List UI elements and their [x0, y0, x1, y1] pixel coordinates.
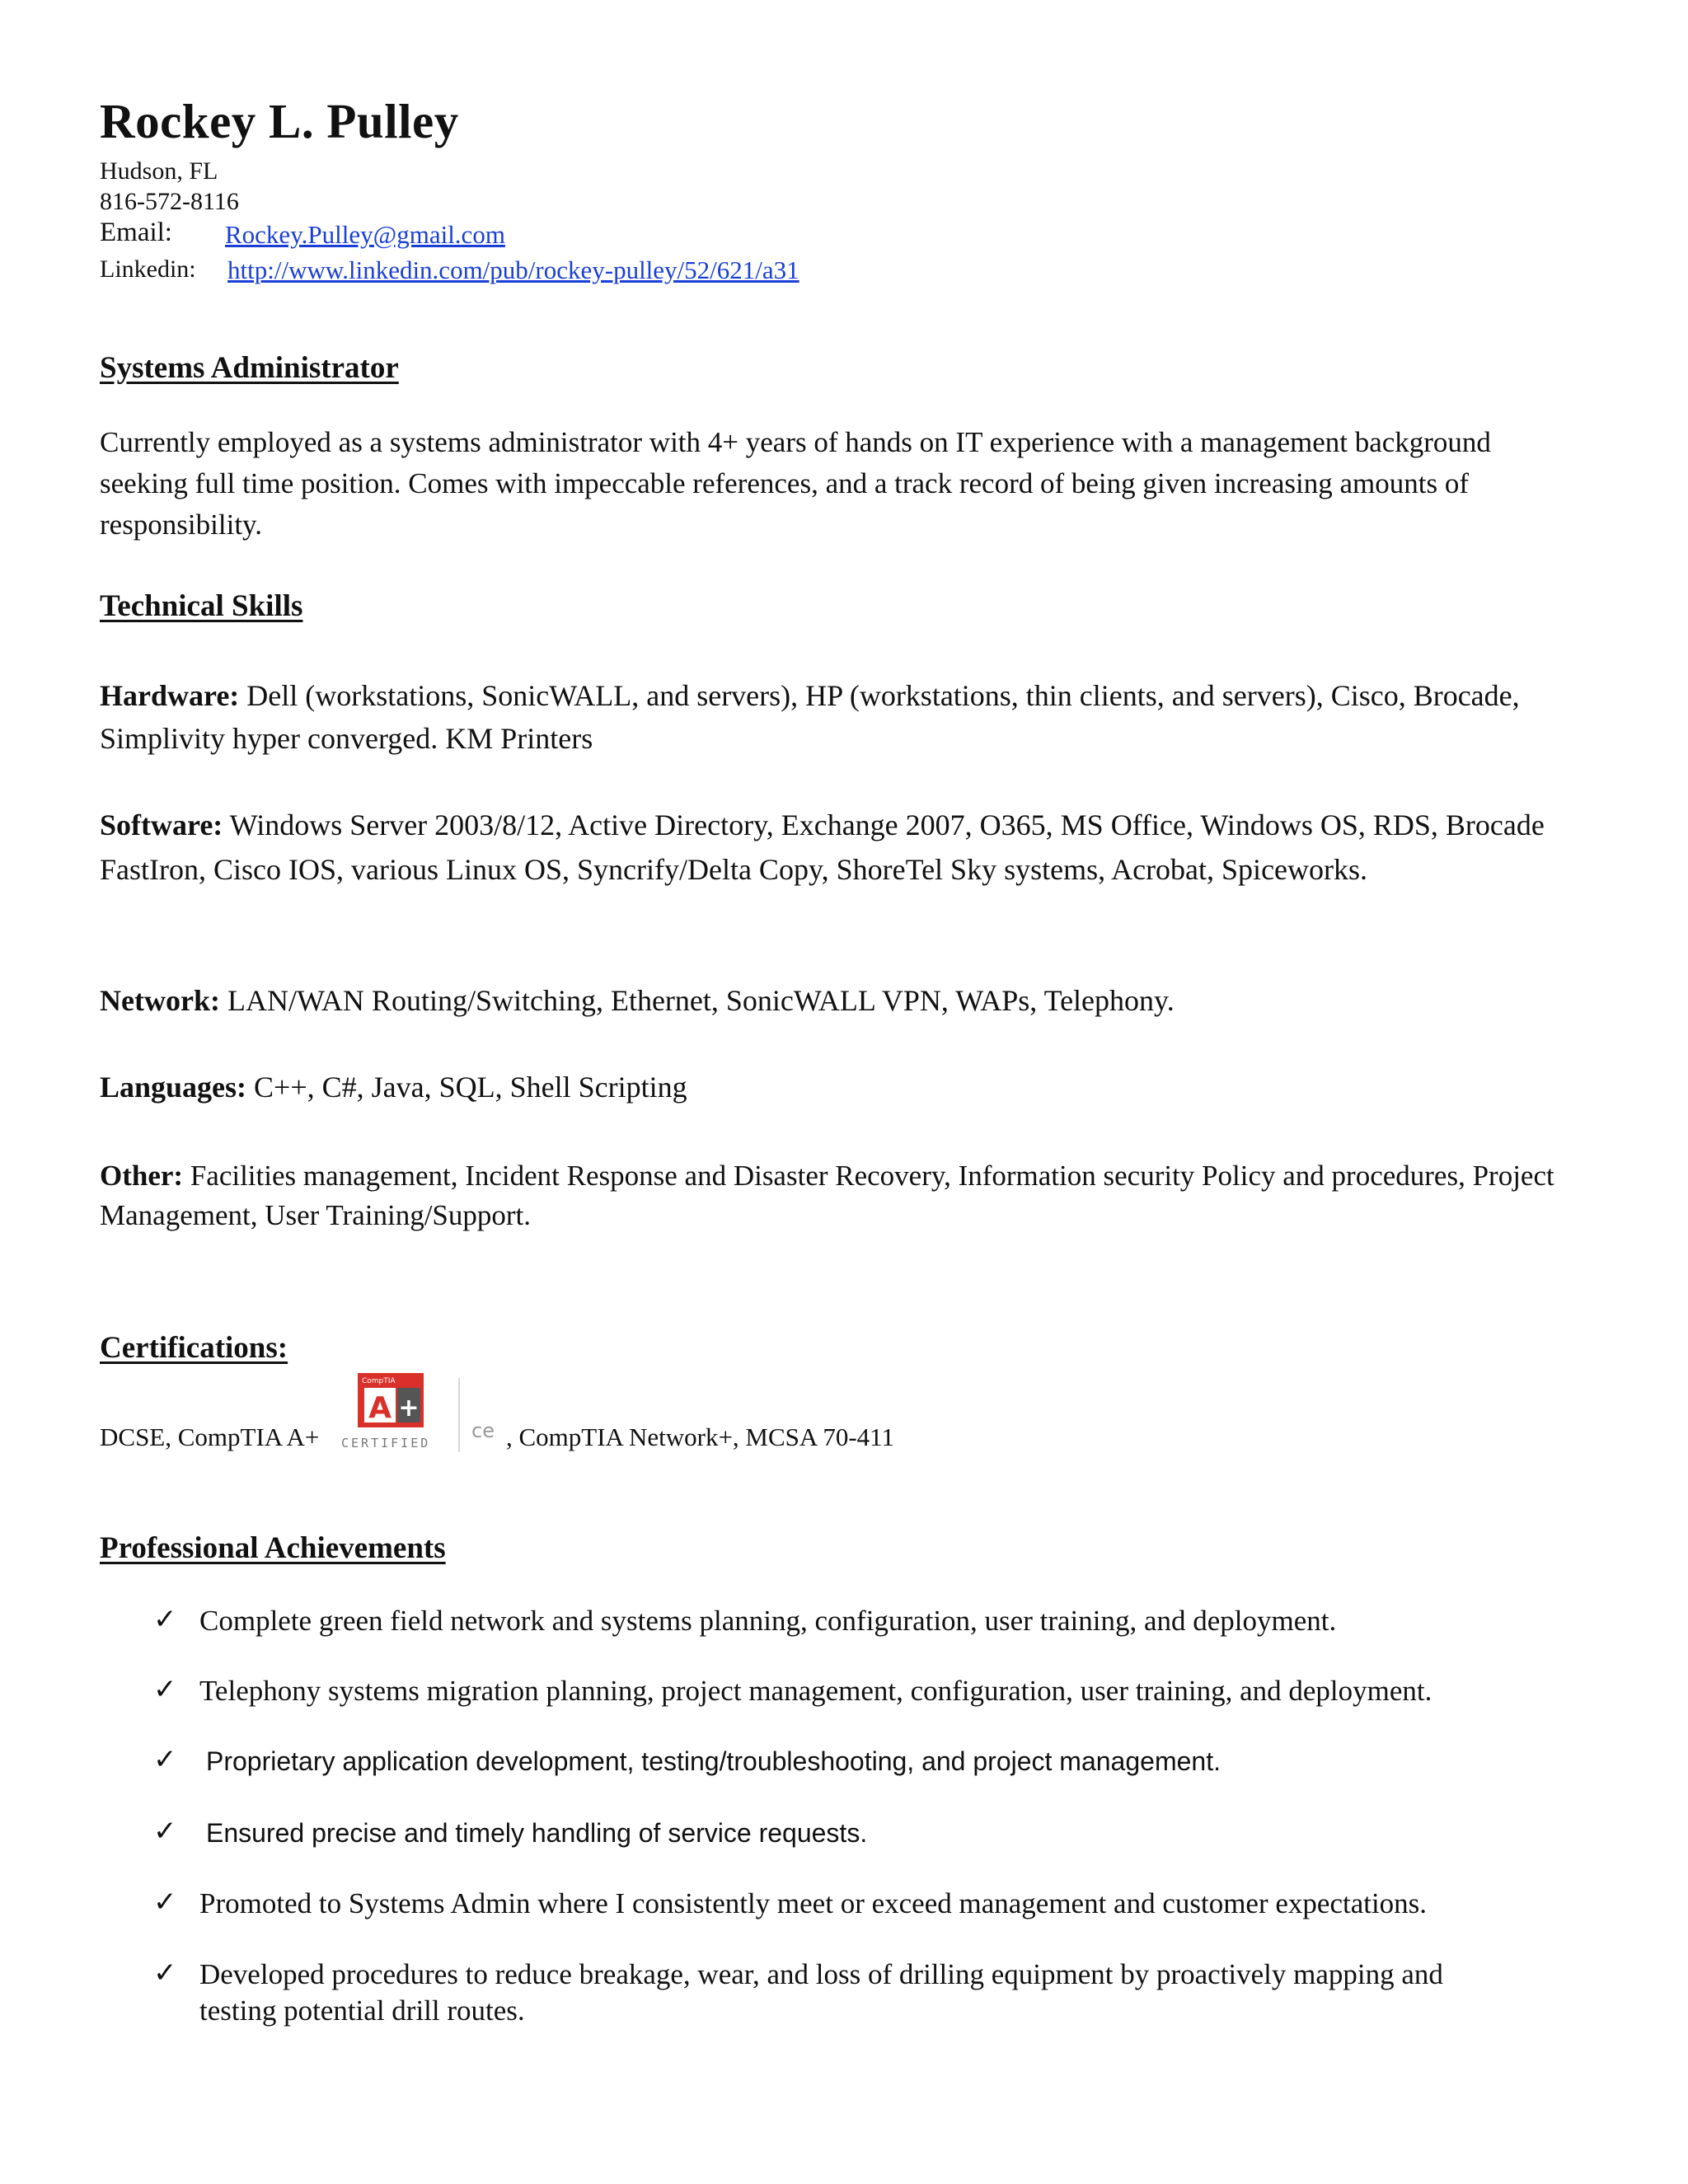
- checkmark-icon: ✓: [153, 1957, 177, 1990]
- email-link[interactable]: Rockey.Pulley@gmail.com: [225, 220, 505, 249]
- svg-text:A: A: [368, 1391, 392, 1425]
- achievement-text: Proprietary application development, testing/troubleshooting, and project management.: [206, 1746, 1221, 1776]
- summary-text: Currently employed as a systems administrator with 4+ years of hands on IT experience with a management background seeking full time position. Comes with impeccable references, and a track record of being given increasing amounts of responsibility.: [100, 426, 1491, 541]
- checkmark-icon: ✓: [153, 1673, 177, 1706]
- achievement-text: Promoted to Systems Admin where I consistently meet or exceed management and customer expectations.: [199, 1887, 1428, 1919]
- certifications-prefix: DCSE, CompTIA A+: [100, 1422, 320, 1451]
- network-skills: [100, 980, 1583, 1021]
- hardware-value: Dell (workstations, SonicWALL, and servers), HP (workstations, thin clients, and servers), Cisco, Brocade, Simplivity hyper converged. KM Printers: [100, 679, 1520, 755]
- candidate-name: Rockey L. Pulley: [100, 94, 459, 148]
- achievement-text: Complete green field network and systems planning, configuration, user training, and deployment.: [199, 1605, 1337, 1637]
- badge-divider: [458, 1378, 460, 1452]
- skills-heading: Technical Skills: [100, 589, 303, 623]
- software-skills: [100, 803, 1583, 892]
- linkedin-link[interactable]: http://www.linkedin.com/pub/rockey-pulley/52/621/a31: [227, 255, 799, 284]
- phone: 816-572-8116: [100, 188, 239, 215]
- achievement-text: Ensured precise and timely handling of service requests.: [206, 1818, 868, 1848]
- software-label: Software:: [100, 808, 223, 841]
- badge-certified-text: CERTIFIED: [341, 1436, 431, 1451]
- other-skills: [100, 1156, 1592, 1235]
- achievement-text: Telephony systems migration planning, project management, configuration, user training, and deployment.: [199, 1675, 1432, 1707]
- other-label: Other:: [100, 1160, 184, 1192]
- languages-value: C++, C#, Java, SQL, Shell Scripting: [254, 1071, 687, 1104]
- network-label: Network:: [100, 984, 220, 1017]
- email-label: Email:: [100, 218, 172, 247]
- achievement-text: Developed procedures to reduce breakage, wear, and loss of drilling equipment by proactively mapping and testing potential drill routes.: [199, 1958, 1443, 2027]
- badge-ce-mark: ce: [471, 1419, 495, 1442]
- network-value: LAN/WAN Routing/Switching, Ethernet, SonicWALL VPN, WAPs, Telephony.: [227, 984, 1175, 1017]
- checkmark-icon: ✓: [153, 1815, 177, 1848]
- checkmark-icon: ✓: [153, 1743, 177, 1776]
- certifications-heading: Certifications:: [100, 1331, 288, 1365]
- other-value: Facilities management, Incident Response and Disaster Recovery, Information security Policy and procedures, Project Management, User Training/Support.: [100, 1160, 1554, 1231]
- linkedin-label: Linkedin:: [100, 255, 196, 283]
- badge-top-text: CompTIA: [362, 1377, 396, 1385]
- checkmark-icon: ✓: [153, 1886, 177, 1919]
- software-value: Windows Server 2003/8/12, Active Directory, Exchange 2007, O365, MS Office, Windows OS, RDS, Brocade FastIron, Cisco IOS, various Linux OS, Syncrify/Delta Copy, ShoreTel Sky systems, Acrobat, Spiceworks.: [100, 808, 1545, 886]
- languages-label: Languages:: [100, 1071, 247, 1104]
- achievements-heading: Professional Achievements: [100, 1531, 446, 1565]
- comptia-a-plus-badge-icon: [338, 1368, 449, 1455]
- certifications-suffix: , CompTIA Network+, MCSA 70-411: [506, 1422, 895, 1451]
- svg-text:+: +: [398, 1394, 420, 1422]
- languages-skills: [100, 1066, 1583, 1108]
- hardware-skills: [100, 674, 1583, 760]
- hardware-label: Hardware:: [100, 679, 240, 712]
- checkmark-icon: ✓: [153, 1603, 177, 1636]
- location: Hudson, FL: [100, 157, 218, 185]
- summary-heading: Systems Administrator: [100, 351, 399, 385]
